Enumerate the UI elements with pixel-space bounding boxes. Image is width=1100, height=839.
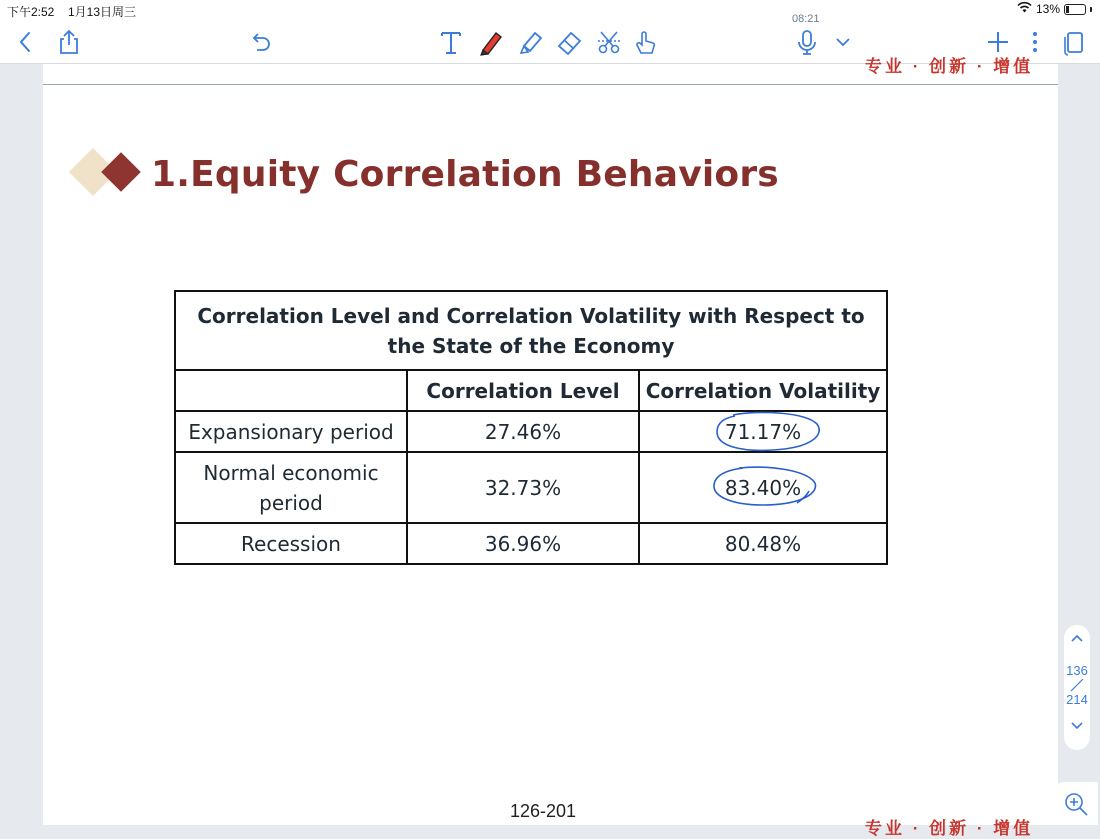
- share-icon[interactable]: [51, 24, 87, 60]
- volatility-cell: [639, 452, 887, 523]
- page-indicator[interactable]: [1064, 625, 1090, 750]
- lasso-scissors-icon[interactable]: [591, 24, 627, 60]
- page-down-icon[interactable]: [1064, 713, 1090, 739]
- status-indicators: [1017, 2, 1092, 16]
- microphone-icon[interactable]: [789, 24, 825, 60]
- pen-icon[interactable]: [473, 24, 509, 60]
- column-header-empty: [175, 370, 407, 411]
- slide-title-row: [71, 152, 779, 196]
- header-brand-mark: 专业 · 创新 · 增值: [865, 57, 1034, 76]
- document-page[interactable]: [43, 57, 1058, 838]
- page-up-icon[interactable]: [1064, 625, 1090, 651]
- battery-icon: [1064, 4, 1086, 15]
- status-date: 1月13日周三: [68, 5, 137, 19]
- page-divider: [1067, 678, 1087, 692]
- total-pages: 214: [1066, 692, 1088, 707]
- volatility-cell: [639, 411, 887, 452]
- recording-time: 08:21: [792, 13, 820, 25]
- column-header-volatility: Correlation Volatility: [639, 370, 887, 411]
- zoom-icon[interactable]: [1054, 782, 1098, 825]
- row-label: Expansionary period: [175, 411, 407, 452]
- status-time: 下午2:52: [7, 5, 55, 19]
- hand-pointer-icon[interactable]: [627, 24, 663, 60]
- footer-brand-mark: 专业 · 创新 · 增值: [865, 819, 1034, 838]
- correlation-table: [174, 290, 888, 565]
- slide-title: 1.Equity Correlation Behaviors: [151, 153, 779, 195]
- battery-percent: 13%: [1035, 2, 1060, 16]
- circled-value: [725, 473, 801, 503]
- level-cell: 32.73%: [407, 452, 639, 523]
- circled-value: [725, 417, 801, 447]
- header-rule: [43, 84, 1058, 85]
- undo-icon[interactable]: [242, 24, 278, 60]
- current-page: 136: [1066, 663, 1088, 678]
- highlighter-icon[interactable]: [512, 24, 548, 60]
- chevron-down-icon[interactable]: [825, 24, 861, 60]
- back-icon[interactable]: [8, 24, 44, 60]
- eraser-icon[interactable]: [551, 24, 587, 60]
- table-caption-row: [175, 291, 887, 370]
- table-header-row: [175, 370, 887, 411]
- wifi-icon: [1017, 2, 1032, 16]
- diamond-bullet-icon: [71, 152, 143, 196]
- page-view-icon[interactable]: [1056, 24, 1092, 60]
- row-label: Recession: [175, 523, 407, 564]
- battery-tip: [1090, 7, 1092, 12]
- document-viewport[interactable]: [0, 57, 1100, 838]
- table-row: [175, 411, 887, 452]
- volatility-cell: 80.48%: [639, 523, 887, 564]
- level-cell: 36.96%: [407, 523, 639, 564]
- table-row: [175, 523, 887, 564]
- text-tool-icon[interactable]: [433, 24, 469, 60]
- page-number-label: 126-201: [510, 801, 577, 821]
- volatility-value: 83.40%: [724, 475, 802, 500]
- table-caption: Correlation Level and Correlation Volatility with Respect to the State of the Economy: [175, 291, 887, 370]
- row-label: Normal economic period: [175, 452, 407, 523]
- volatility-value: 71.17%: [724, 419, 802, 444]
- column-header-level: Correlation Level: [407, 370, 639, 411]
- status-bar: [0, 0, 1100, 20]
- level-cell: 27.46%: [407, 411, 639, 452]
- table-row: [175, 452, 887, 523]
